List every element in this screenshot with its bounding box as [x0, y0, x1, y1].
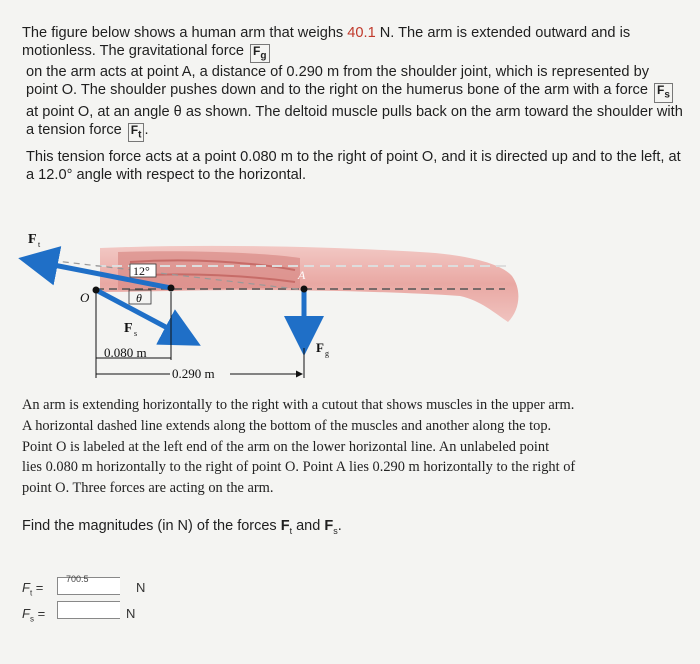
ft-answer-label: $F_t$ = [22, 580, 44, 598]
problem-text-3: at point O, at an angle θ as shown. The deltoid muscle pulls back on the arm toward the shoulder with a tension force [26, 103, 683, 138]
question-text: Find the magnitudes (in N) of the forces $F_t$ and $F_s$. [22, 518, 342, 536]
angle-12-label: 12° [133, 264, 150, 278]
fg-vector-symbol: $F_g$ [250, 44, 269, 63]
fs-answer-input[interactable] [57, 601, 120, 619]
ft-unit: N [136, 580, 146, 595]
problem-text-1a: The figure below shows a human arm that weighs [22, 25, 348, 41]
problem-text-4: This tension force acts at a point 0.080 m to the right of point O, and it is directed up and to the left, at a 12.0° angle with respect to the horizontal. [26, 149, 681, 184]
fg-figure-label: F [316, 340, 324, 355]
problem-text-2: on the arm acts at point A, a distance of 0.290 m from the shoulder joint, which is represented by point O. The shoulder pushes down and to the right on the humerus bone of the arm with a force [26, 64, 653, 99]
problem-statement: The figure below shows a human arm that weighs 40.1 N. The arm is extended outward and is motionless. The gravitational force $F_g$ on the arm acts at point A, a distance of 0.290 m from the shoulder joint, which is represented by point O. The shoulder pushes down and to the right on the humerus bone of the arm with a force $F_s$ at point O, at an angle θ as shown. The deltoid muscle pulls back on the arm toward the shoulder with a tension force $F_t$ . This tension force acts at a point 0.080 m to the right of point O, and it is directed up and to the left, at a 12.0° angle with respect to the horizontal. [22, 25, 683, 184]
ft-figure-label: F [28, 232, 37, 247]
ft-vector-symbol: $F_t$ [128, 123, 145, 142]
figure-description: An arm is extending horizontally to the right with a cutout that shows muscles in the upper arm. A horizontal dashed line extends along the bottom of the muscles and another along the top. Point O is labeled at the left end of the arm on the lower horizontal line. An unlabeled point lies 0.080 m horizontally to the right of point O. Point A lies 0.290 m horizontally to the right of point O. Three forces are acting on the arm. [22, 397, 576, 497]
point-unlabeled [168, 285, 175, 292]
point-O-label: O [80, 290, 90, 305]
svg-text:g: g [325, 349, 329, 358]
dim-080-label: 0.080 m [104, 345, 147, 360]
theta-label: θ [136, 291, 142, 305]
dim-290-label: 0.290 m [172, 366, 215, 381]
fs-unit: N [126, 606, 136, 621]
ft-answer-value: 700.5 [66, 574, 89, 584]
svg-text:t: t [38, 240, 41, 249]
fs-answer-label: $F_s$ = [22, 606, 46, 624]
fs-figure-label: F [124, 321, 133, 336]
fs-vector-symbol: $F_s$ [654, 83, 673, 102]
weight-value: 40.1 [347, 25, 376, 41]
fs-arrow [96, 290, 192, 341]
problem-text-1b: N. The arm is extended outward and is motionless. The gravitational force [22, 25, 631, 59]
point-A [301, 286, 308, 293]
svg-text:s: s [134, 329, 138, 338]
point-A-label: A [298, 268, 306, 282]
